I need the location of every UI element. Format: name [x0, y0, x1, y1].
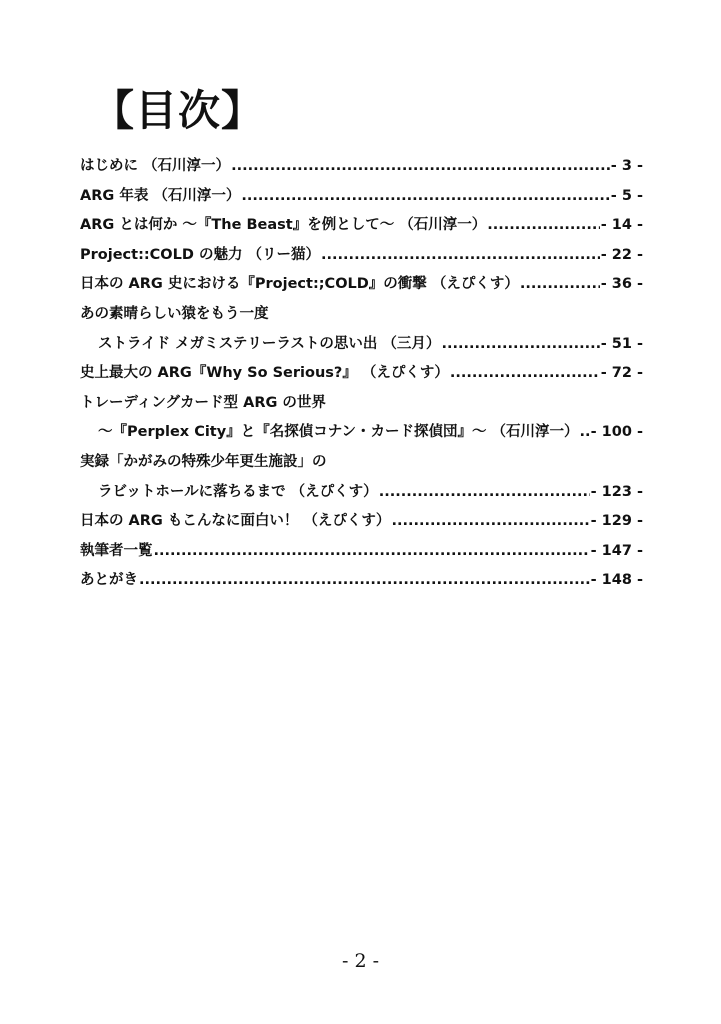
- toc-entry[interactable]: [80, 241, 643, 271]
- toc-leader-dots: [391, 507, 589, 537]
- toc-leader-dots: [379, 478, 590, 508]
- toc-entry-title: あの素晴らしい猿をもう一度: [80, 305, 269, 322]
- toc-entry-page: - 51 -: [600, 335, 643, 352]
- table-of-contents: [80, 152, 643, 596]
- toc-leader-dots: [450, 359, 600, 389]
- toc-entry-title: ラビットホールに落ちるまで （えぴくす）: [98, 483, 378, 500]
- toc-entry[interactable]: [80, 566, 643, 596]
- toc-leader-dots: [487, 211, 599, 241]
- toc-entry-page: - 148 -: [590, 572, 643, 589]
- toc-leader-dots: [580, 418, 590, 448]
- toc-entry-title: トレーディングカード型 ARG の世界: [80, 394, 326, 411]
- toc-entry-page: - 22 -: [600, 246, 643, 263]
- toc-entry-title: ～『Perplex City』と『名探偵コナン・カード探偵団』～ （石川淳一）: [98, 424, 579, 441]
- toc-leader-dots: [520, 270, 600, 300]
- toc-entry-title: ストライド メガミステリーラストの思い出 （三月）: [98, 335, 441, 352]
- toc-entry-page: - 123 -: [590, 483, 643, 500]
- toc-entry-page: - 5 -: [610, 187, 643, 204]
- toc-entry-title: はじめに （石川淳一）: [80, 158, 231, 174]
- toc-entry-first-line[interactable]: [80, 389, 643, 419]
- toc-leader-dots: [139, 566, 590, 596]
- toc-entry-page: - 3 -: [610, 158, 643, 174]
- toc-entry-page: - 14 -: [600, 217, 643, 234]
- toc-entry-title: 執筆者一覧: [80, 542, 153, 559]
- toc-entry[interactable]: [80, 537, 643, 567]
- toc-entry-continuation[interactable]: [80, 478, 643, 508]
- toc-entry-title: 史上最大の ARG『Why So Serious?』 （えぴくす）: [80, 365, 449, 382]
- toc-entry[interactable]: [80, 507, 643, 537]
- toc-entry-page: - 72 -: [600, 365, 643, 382]
- toc-entry-title: 実録「かがみの特殊少年更生施設」の: [80, 453, 327, 470]
- toc-entry-title: ARG とは何か ～『The Beast』を例として～ （石川淳一）: [80, 217, 487, 234]
- toc-entry-continuation[interactable]: [80, 418, 643, 448]
- toc-leader-dots: [321, 241, 600, 271]
- toc-entry-continuation[interactable]: [80, 330, 643, 360]
- toc-entry-page: - 147 -: [590, 542, 643, 559]
- toc-entry-title: ARG 年表 （石川淳一）: [80, 187, 241, 204]
- toc-entry[interactable]: [80, 270, 643, 300]
- toc-entry-first-line[interactable]: [80, 448, 643, 478]
- toc-entry[interactable]: [80, 359, 643, 389]
- toc-entry-page: - 100 -: [590, 424, 643, 441]
- toc-leader-dots: [231, 152, 610, 182]
- toc-leader-dots: [441, 330, 599, 360]
- toc-entry-page: - 36 -: [600, 276, 643, 293]
- toc-entry-first-line[interactable]: [80, 300, 643, 330]
- toc-entry-title: 日本の ARG 史における『Project:;COLD』の衝撃 （えぴくす）: [80, 276, 519, 293]
- toc-entry-page: - 129 -: [590, 513, 643, 530]
- toc-entry[interactable]: [80, 152, 643, 182]
- toc-entry[interactable]: [80, 182, 643, 212]
- toc-entry-title: Project::COLD の魅力 （リー猫）: [80, 246, 321, 263]
- toc-entry-title: あとがき: [80, 572, 138, 589]
- toc-title: 【目次】: [92, 86, 265, 135]
- page-number: - 2 -: [341, 950, 379, 972]
- toc-leader-dots: [154, 537, 590, 567]
- toc-leader-dots: [241, 182, 609, 212]
- toc-entry[interactable]: [80, 211, 643, 241]
- toc-entry-title: 日本の ARG もこんなに面白い！ （えぴくす）: [80, 513, 391, 530]
